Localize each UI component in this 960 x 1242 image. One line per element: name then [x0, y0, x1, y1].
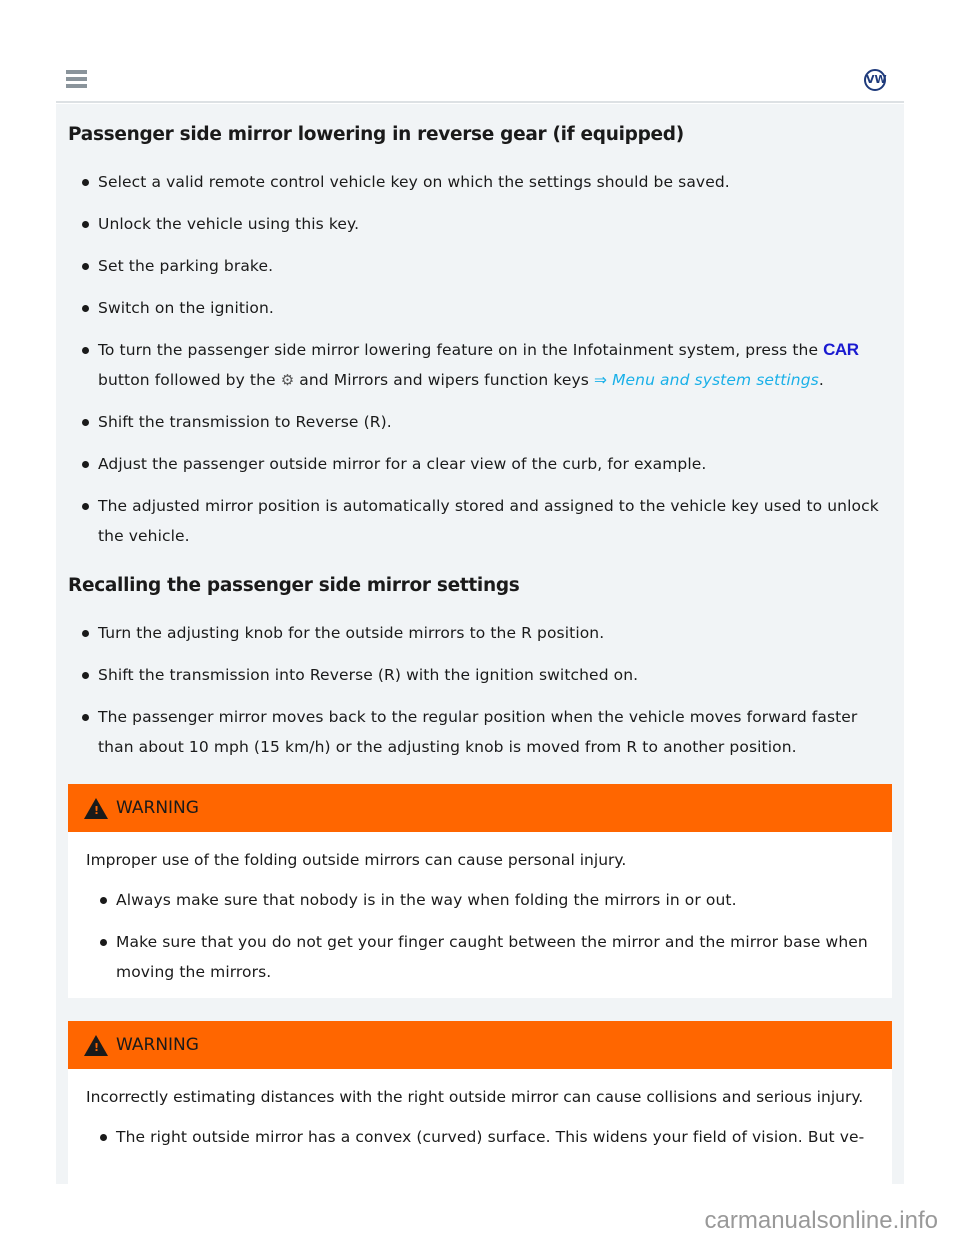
list-item: Adjust the passenger outside mirror for a clear view of the curb, for example. [68, 449, 898, 479]
list-item: Select a valid remote control vehicle key on which the settings should be saved. [68, 167, 898, 197]
list-item: The passenger mirror moves back to the regular position when the vehicle moves forward faster than about 10 mph (15 km/h) or the adjusting knob is moved from R to another position. [68, 702, 898, 762]
warning-text: Improper use of the folding outside mirrors can cause personal injury. [86, 851, 627, 869]
settings-gear-icon: ⚙ [280, 371, 295, 389]
warning-box [68, 784, 892, 998]
list-item: Always make sure that nobody is in the way when folding the mirrors in or out. [86, 885, 874, 915]
list-item: The adjusted mirror position is automatically stored and assigned to the vehicle key used to unlock the vehicle. [68, 491, 898, 551]
warning-list [86, 885, 874, 987]
steps-list [68, 167, 898, 563]
list-item: Turn the adjusting knob for the outside mirrors to the R position. [68, 618, 898, 648]
content-panel [56, 104, 904, 1184]
vw-logo-icon[interactable]: VW [864, 69, 886, 91]
list-item: Unlock the vehicle using this key. [68, 209, 898, 239]
list-item: Set the parking brake. [68, 251, 898, 281]
list-item: The right outside mirror has a convex (curved) surface. This widens your field of vision. But ve- [86, 1122, 874, 1152]
list-item: Make sure that you do not get your finger caught between the mirror and the mirror base when moving the mirrors. [86, 927, 874, 987]
text: and Mirrors and wipers function keys [299, 371, 589, 389]
text: button followed by the [98, 371, 276, 389]
warning-box [68, 1021, 892, 1191]
section-title: Passenger side mirror lowering in reverse gear (if equipped) [68, 124, 684, 145]
warning-list [86, 1122, 874, 1152]
text: To turn the passenger side mirror lowering feature on in the Infotainment system, press the [98, 341, 819, 359]
list-item: Shift the transmission to Reverse (R). [68, 407, 898, 437]
watermark: carmanualsonline.info [704, 1207, 938, 1234]
warning-header [68, 1021, 892, 1069]
car-button-icon: CAR [823, 340, 859, 359]
warning-header [68, 784, 892, 832]
warning-triangle-icon: ! [84, 1035, 108, 1056]
warning-label: WARNING [116, 798, 199, 818]
warning-label: WARNING [116, 1035, 199, 1055]
warning-text: Incorrectly estimating distances with the right outside mirror can cause collisions and serious injury. [86, 1088, 864, 1106]
list-item: Shift the transmission into Reverse (R) with the ignition switched on. [68, 660, 898, 690]
warning-triangle-icon: ! [84, 798, 108, 819]
steps-list [68, 618, 898, 774]
section-title: Recalling the passenger side mirror settings [68, 575, 520, 596]
top-bar [56, 50, 904, 103]
hamburger-menu-icon[interactable] [66, 70, 87, 91]
list-item [68, 335, 898, 395]
text: . [818, 371, 824, 389]
menu-settings-link[interactable]: ⇒ Menu and system settings [593, 371, 819, 389]
list-item: Switch on the ignition. [68, 293, 898, 323]
